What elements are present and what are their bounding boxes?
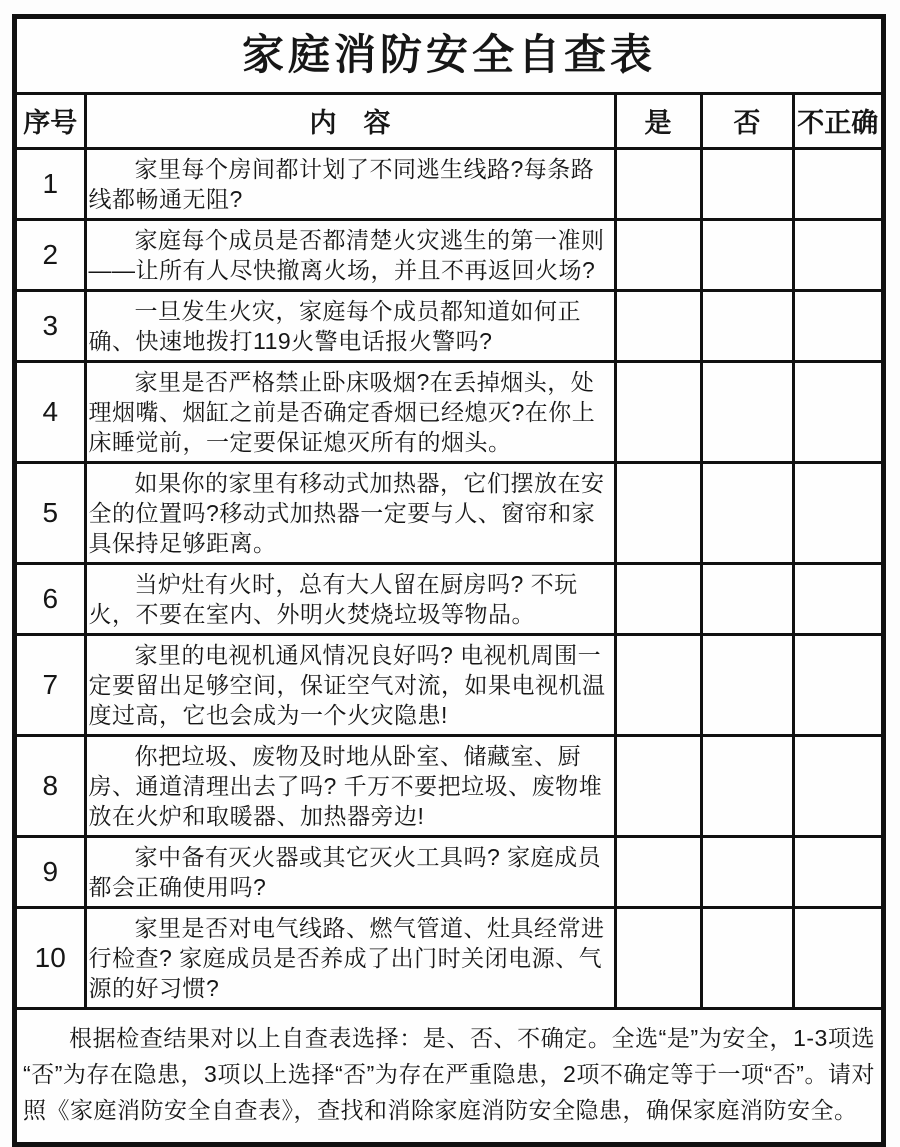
answer-cell-no[interactable] xyxy=(701,736,793,837)
checklist-table xyxy=(17,95,881,1010)
answer-cell-yes[interactable] xyxy=(615,149,701,220)
checklist-frame xyxy=(12,14,886,1147)
answer-cell-yes[interactable] xyxy=(615,291,701,362)
table-row xyxy=(17,837,881,908)
answer-cell-yes[interactable] xyxy=(615,908,701,1009)
table-row xyxy=(17,736,881,837)
answer-cell-incorrect[interactable] xyxy=(793,908,881,1009)
row-number: 6 xyxy=(17,564,85,635)
answer-cell-no[interactable] xyxy=(701,908,793,1009)
row-content: 当炉灶有火时，总有大人留在厨房吗? 不玩火，不要在室内、外明火焚烧垃圾等物品。 xyxy=(85,564,615,635)
answer-cell-no[interactable] xyxy=(701,564,793,635)
footer-note: 根据检查结果对以上自查表选择：是、否、不确定。全选“是”为安全，1-3项选“否”为存在隐患，3项以上选择“否”为存在严重隐患，2项不确定等于一项“否”。请对照《家庭消防安全自查表》，查找和消除家庭消防安全隐患，确保家庭消防安全。 xyxy=(23,1025,875,1124)
row-number: 1 xyxy=(17,149,85,220)
table-row xyxy=(17,463,881,564)
row-number: 5 xyxy=(17,463,85,564)
answer-cell-yes[interactable] xyxy=(615,837,701,908)
col-header-incorrect: 不正确 xyxy=(793,95,881,149)
answer-cell-yes[interactable] xyxy=(615,635,701,736)
answer-cell-no[interactable] xyxy=(701,149,793,220)
answer-cell-incorrect[interactable] xyxy=(793,149,881,220)
header-row xyxy=(17,95,881,149)
answer-cell-incorrect[interactable] xyxy=(793,837,881,908)
answer-cell-no[interactable] xyxy=(701,635,793,736)
answer-cell-no[interactable] xyxy=(701,291,793,362)
col-header-yes: 是 xyxy=(615,95,701,149)
row-number: 8 xyxy=(17,736,85,837)
row-content: 家里每个房间都计划了不同逃生线路?每条路线都畅通无阻? xyxy=(85,149,615,220)
row-content: 家里的电视机通风情况良好吗? 电视机周围一定要留出足够空间，保证空气对流，如果电视机温度过高，它也会成为一个火灾隐患! xyxy=(85,635,615,736)
row-number: 10 xyxy=(17,908,85,1009)
row-content: 家里是否对电气线路、燃气管道、灶具经常进行检查? 家庭成员是否养成了出门时关闭电源、气源的好习惯? xyxy=(85,908,615,1009)
answer-cell-yes[interactable] xyxy=(615,736,701,837)
col-header-index: 序号 xyxy=(17,95,85,149)
col-header-no: 否 xyxy=(701,95,793,149)
answer-cell-yes[interactable] xyxy=(615,463,701,564)
answer-cell-no[interactable] xyxy=(701,362,793,463)
row-content: 家中备有灭火器或其它灭火工具吗? 家庭成员都会正确使用吗? xyxy=(85,837,615,908)
row-content: 家里是否严格禁止卧床吸烟?在丢掉烟头，处理烟嘴、烟缸之前是否确定香烟已经熄灭?在你上床睡觉前，一定要保证熄灭所有的烟头。 xyxy=(85,362,615,463)
row-number: 9 xyxy=(17,837,85,908)
answer-cell-incorrect[interactable] xyxy=(793,220,881,291)
table-row xyxy=(17,564,881,635)
table-row xyxy=(17,149,881,220)
table-row xyxy=(17,362,881,463)
answer-cell-incorrect[interactable] xyxy=(793,635,881,736)
col-header-content: 内 容 xyxy=(85,95,615,149)
row-number: 4 xyxy=(17,362,85,463)
answer-cell-yes[interactable] xyxy=(615,220,701,291)
table-row xyxy=(17,291,881,362)
table-row xyxy=(17,220,881,291)
row-number: 2 xyxy=(17,220,85,291)
answer-cell-incorrect[interactable] xyxy=(793,291,881,362)
answer-cell-incorrect[interactable] xyxy=(793,362,881,463)
table-row xyxy=(17,635,881,736)
row-number: 7 xyxy=(17,635,85,736)
table-row xyxy=(17,908,881,1009)
answer-cell-incorrect[interactable] xyxy=(793,463,881,564)
page-title: 家庭消防安全自查表 xyxy=(17,19,881,95)
row-content: 家庭每个成员是否都清楚火灾逃生的第一准则——让所有人尽快撤离火场，并且不再返回火场? xyxy=(85,220,615,291)
answer-cell-incorrect[interactable] xyxy=(793,564,881,635)
answer-cell-no[interactable] xyxy=(701,837,793,908)
answer-cell-incorrect[interactable] xyxy=(793,736,881,837)
answer-cell-no[interactable] xyxy=(701,220,793,291)
answer-cell-yes[interactable] xyxy=(615,362,701,463)
row-content: 一旦发生火灾，家庭每个成员都知道如何正确、快速地拨打119火警电话报火警吗? xyxy=(85,291,615,362)
row-number: 3 xyxy=(17,291,85,362)
row-content: 你把垃圾、废物及时地从卧室、储藏室、厨房、通道清理出去了吗? 千万不要把垃圾、废物堆放在火炉和取暖器、加热器旁边! xyxy=(85,736,615,837)
answer-cell-yes[interactable] xyxy=(615,564,701,635)
answer-cell-no[interactable] xyxy=(701,463,793,564)
row-content: 如果你的家里有移动式加热器，它们摆放在安全的位置吗?移动式加热器一定要与人、窗帘和家具保持足够距离。 xyxy=(85,463,615,564)
